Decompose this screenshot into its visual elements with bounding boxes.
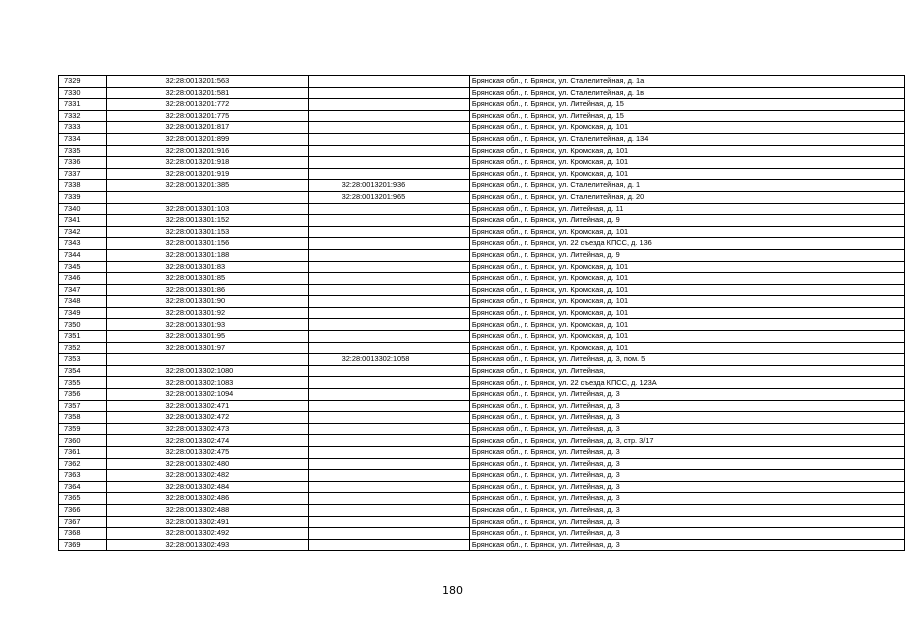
table-row: [59, 168, 905, 180]
row-number-cell: 7348: [59, 296, 107, 308]
address-cell: Брянская обл., г. Брянск, ул. Литейная, д. 3: [469, 504, 904, 516]
address-cell: Брянская обл., г. Брянск, ул. Кромская, д. 101: [469, 226, 904, 238]
related-cadastral-number-cell: [308, 389, 469, 401]
cadastral-number-cell: 32:28:0013302:473: [107, 423, 308, 435]
related-cadastral-number-cell: [308, 447, 469, 459]
related-cadastral-number-cell: [308, 273, 469, 285]
table-row: [59, 180, 905, 192]
cadastral-number-cell: 32:28:0013201:817: [107, 122, 308, 134]
address-cell: Брянская обл., г. Брянск, ул. Литейная, д. 3: [469, 412, 904, 424]
row-number-cell: 7365: [59, 493, 107, 505]
related-cadastral-number-cell: [308, 284, 469, 296]
related-cadastral-number-cell: [308, 203, 469, 215]
row-number-cell: 7356: [59, 389, 107, 401]
table-row: [59, 377, 905, 389]
table-row: [59, 493, 905, 505]
row-number-cell: 7343: [59, 238, 107, 250]
address-cell: Брянская обл., г. Брянск, ул. Литейная,: [469, 365, 904, 377]
cadastral-number-cell: 32:28:0013201:916: [107, 145, 308, 157]
row-number-cell: 7360: [59, 435, 107, 447]
related-cadastral-number-cell: [308, 168, 469, 180]
related-cadastral-number-cell: [308, 122, 469, 134]
cadastral-number-cell: [107, 191, 308, 203]
related-cadastral-number-cell: [308, 145, 469, 157]
address-cell: Брянская обл., г. Брянск, ул. Сталелитейная, д. 134: [469, 133, 904, 145]
cadastral-number-cell: 32:28:0013302:482: [107, 470, 308, 482]
table-row: [59, 122, 905, 134]
related-cadastral-number-cell: [308, 435, 469, 447]
address-cell: Брянская обл., г. Брянск, ул. Литейная, д. 3: [469, 493, 904, 505]
page-number: 180: [442, 584, 463, 597]
cadastral-number-cell: 32:28:0013301:152: [107, 215, 308, 227]
related-cadastral-number-cell: [308, 215, 469, 227]
row-number-cell: 7344: [59, 249, 107, 261]
row-number-cell: 7350: [59, 319, 107, 331]
related-cadastral-number-cell: 32:28:0013201:936: [308, 180, 469, 192]
row-number-cell: 7341: [59, 215, 107, 227]
address-cell: Брянская обл., г. Брянск, ул. Литейная, д. 3: [469, 539, 904, 551]
table-row: [59, 504, 905, 516]
row-number-cell: 7367: [59, 516, 107, 528]
cadastral-number-cell: 32:28:0013201:918: [107, 157, 308, 169]
related-cadastral-number-cell: [308, 539, 469, 551]
address-cell: Брянская обл., г. Брянск, ул. Кромская, д. 101: [469, 261, 904, 273]
row-number-cell: 7355: [59, 377, 107, 389]
cadastral-number-cell: 32:28:0013301:103: [107, 203, 308, 215]
related-cadastral-number-cell: [308, 528, 469, 540]
related-cadastral-number-cell: [308, 458, 469, 470]
address-cell: Брянская обл., г. Брянск, ул. Литейная, д. 15: [469, 110, 904, 122]
table-row: [59, 435, 905, 447]
related-cadastral-number-cell: [308, 319, 469, 331]
address-cell: Брянская обл., г. Брянск, ул. Литейная, д. 3: [469, 400, 904, 412]
row-number-cell: 7349: [59, 307, 107, 319]
table-row: [59, 354, 905, 366]
table-row: [59, 423, 905, 435]
table-row: [59, 296, 905, 308]
related-cadastral-number-cell: 32:28:0013201:965: [308, 191, 469, 203]
related-cadastral-number-cell: [308, 110, 469, 122]
table-row: [59, 226, 905, 238]
related-cadastral-number-cell: [308, 493, 469, 505]
table-row: [59, 76, 905, 88]
cadastral-number-cell: 32:28:0013301:153: [107, 226, 308, 238]
table-row: [59, 307, 905, 319]
cadastral-number-cell: 32:28:0013301:156: [107, 238, 308, 250]
related-cadastral-number-cell: [308, 261, 469, 273]
row-number-cell: 7359: [59, 423, 107, 435]
row-number-cell: 7347: [59, 284, 107, 296]
cadastral-number-cell: 32:28:0013302:1080: [107, 365, 308, 377]
cadastral-number-cell: 32:28:0013302:472: [107, 412, 308, 424]
table-row: [59, 133, 905, 145]
address-cell: Брянская обл., г. Брянск, ул. Литейная, д. 15: [469, 99, 904, 111]
table-row: [59, 528, 905, 540]
address-cell: Брянская обл., г. Брянск, ул. Литейная, д. 3, пом. 5: [469, 354, 904, 366]
table-row: [59, 400, 905, 412]
address-cell: Брянская обл., г. Брянск, ул. Литейная, д. 3: [469, 458, 904, 470]
related-cadastral-number-cell: 32:28:0013302:1058: [308, 354, 469, 366]
cadastral-number-cell: [107, 354, 308, 366]
cadastral-number-cell: 32:28:0013301:93: [107, 319, 308, 331]
address-cell: Брянская обл., г. Брянск, ул. Кромская, д. 101: [469, 331, 904, 343]
row-number-cell: 7332: [59, 110, 107, 122]
table-row: [59, 261, 905, 273]
cadastral-number-cell: 32:28:0013201:772: [107, 99, 308, 111]
related-cadastral-number-cell: [308, 504, 469, 516]
related-cadastral-number-cell: [308, 412, 469, 424]
table-row: [59, 389, 905, 401]
row-number-cell: 7338: [59, 180, 107, 192]
address-cell: Брянская обл., г. Брянск, ул. Сталелитейная, д. 20: [469, 191, 904, 203]
related-cadastral-number-cell: [308, 296, 469, 308]
address-cell: Брянская обл., г. Брянск, ул. Сталелитейная, д. 1: [469, 180, 904, 192]
cadastral-number-cell: 32:28:0013302:480: [107, 458, 308, 470]
address-cell: Брянская обл., г. Брянск, ул. Сталелитейная, д. 1а: [469, 76, 904, 88]
cadastral-number-cell: 32:28:0013301:83: [107, 261, 308, 273]
table-row: [59, 110, 905, 122]
cadastral-number-cell: 32:28:0013301:86: [107, 284, 308, 296]
row-number-cell: 7354: [59, 365, 107, 377]
related-cadastral-number-cell: [308, 423, 469, 435]
related-cadastral-number-cell: [308, 249, 469, 261]
table-row: [59, 99, 905, 111]
cadastral-number-cell: 32:28:0013301:95: [107, 331, 308, 343]
row-number-cell: 7353: [59, 354, 107, 366]
row-number-cell: 7337: [59, 168, 107, 180]
row-number-cell: 7336: [59, 157, 107, 169]
related-cadastral-number-cell: [308, 99, 469, 111]
address-cell: Брянская обл., г. Брянск, ул. Литейная, д. 9: [469, 215, 904, 227]
table-row: [59, 157, 905, 169]
table-row: [59, 481, 905, 493]
cadastral-number-cell: 32:28:0013302:493: [107, 539, 308, 551]
address-cell: Брянская обл., г. Брянск, ул. Литейная, д. 11: [469, 203, 904, 215]
property-table-body: [59, 76, 905, 551]
row-number-cell: 7369: [59, 539, 107, 551]
related-cadastral-number-cell: [308, 331, 469, 343]
table-row: [59, 215, 905, 227]
table-row: [59, 447, 905, 459]
address-cell: Брянская обл., г. Брянск, ул. Литейная, д. 9: [469, 249, 904, 261]
address-cell: Брянская обл., г. Брянск, ул. 22 съезда КПСС, д. 123А: [469, 377, 904, 389]
table-row: [59, 284, 905, 296]
row-number-cell: 7339: [59, 191, 107, 203]
related-cadastral-number-cell: [308, 226, 469, 238]
cadastral-number-cell: 32:28:0013201:775: [107, 110, 308, 122]
cadastral-number-cell: 32:28:0013301:90: [107, 296, 308, 308]
table-row: [59, 342, 905, 354]
cadastral-number-cell: 32:28:0013301:92: [107, 307, 308, 319]
cadastral-number-cell: 32:28:0013302:484: [107, 481, 308, 493]
related-cadastral-number-cell: [308, 238, 469, 250]
related-cadastral-number-cell: [308, 516, 469, 528]
address-cell: Брянская обл., г. Брянск, ул. Кромская, д. 101: [469, 157, 904, 169]
table-row: [59, 273, 905, 285]
address-cell: Брянская обл., г. Брянск, ул. Литейная, д. 3: [469, 516, 904, 528]
table-row: [59, 145, 905, 157]
address-cell: Брянская обл., г. Брянск, ул. Кромская, д. 101: [469, 342, 904, 354]
table-row: [59, 249, 905, 261]
cadastral-number-cell: 32:28:0013302:488: [107, 504, 308, 516]
address-cell: Брянская обл., г. Брянск, ул. Литейная, д. 3: [469, 481, 904, 493]
table-row: [59, 516, 905, 528]
row-number-cell: 7352: [59, 342, 107, 354]
address-cell: Брянская обл., г. Брянск, ул. Кромская, д. 101: [469, 273, 904, 285]
cadastral-number-cell: 32:28:0013302:475: [107, 447, 308, 459]
cadastral-number-cell: 32:28:0013301:85: [107, 273, 308, 285]
cadastral-number-cell: 32:28:0013201:919: [107, 168, 308, 180]
address-cell: Брянская обл., г. Брянск, ул. Литейная, д. 3, стр. 3/17: [469, 435, 904, 447]
cadastral-number-cell: 32:28:0013302:471: [107, 400, 308, 412]
cadastral-number-cell: 32:28:0013302:1094: [107, 389, 308, 401]
address-cell: Брянская обл., г. Брянск, ул. 22 съезда КПСС, д. 136: [469, 238, 904, 250]
related-cadastral-number-cell: [308, 157, 469, 169]
address-cell: Брянская обл., г. Брянск, ул. Литейная, д. 3: [469, 389, 904, 401]
row-number-cell: 7331: [59, 99, 107, 111]
related-cadastral-number-cell: [308, 377, 469, 389]
table-row: [59, 319, 905, 331]
address-cell: Брянская обл., г. Брянск, ул. Кромская, д. 101: [469, 122, 904, 134]
related-cadastral-number-cell: [308, 342, 469, 354]
row-number-cell: 7342: [59, 226, 107, 238]
row-number-cell: 7346: [59, 273, 107, 285]
related-cadastral-number-cell: [308, 87, 469, 99]
address-cell: Брянская обл., г. Брянск, ул. Кромская, д. 101: [469, 307, 904, 319]
cadastral-number-cell: 32:28:0013201:899: [107, 133, 308, 145]
row-number-cell: 7345: [59, 261, 107, 273]
row-number-cell: 7363: [59, 470, 107, 482]
cadastral-number-cell: 32:28:0013302:492: [107, 528, 308, 540]
row-number-cell: 7357: [59, 400, 107, 412]
cadastral-number-cell: 32:28:0013201:563: [107, 76, 308, 88]
table-row: [59, 203, 905, 215]
cadastral-number-cell: 32:28:0013201:581: [107, 87, 308, 99]
related-cadastral-number-cell: [308, 76, 469, 88]
table-row: [59, 191, 905, 203]
address-cell: Брянская обл., г. Брянск, ул. Литейная, д. 3: [469, 423, 904, 435]
address-cell: Брянская обл., г. Брянск, ул. Кромская, д. 101: [469, 284, 904, 296]
table-row: [59, 412, 905, 424]
table-row: [59, 458, 905, 470]
row-number-cell: 7351: [59, 331, 107, 343]
cadastral-number-cell: 32:28:0013302:491: [107, 516, 308, 528]
row-number-cell: 7333: [59, 122, 107, 134]
table-row: [59, 87, 905, 99]
cadastral-number-cell: 32:28:0013302:474: [107, 435, 308, 447]
related-cadastral-number-cell: [308, 365, 469, 377]
address-cell: Брянская обл., г. Брянск, ул. Литейная, д. 3: [469, 470, 904, 482]
cadastral-number-cell: 32:28:0013302:1083: [107, 377, 308, 389]
table-row: [59, 238, 905, 250]
related-cadastral-number-cell: [308, 481, 469, 493]
related-cadastral-number-cell: [308, 307, 469, 319]
row-number-cell: 7362: [59, 458, 107, 470]
address-cell: Брянская обл., г. Брянск, ул. Кромская, д. 101: [469, 319, 904, 331]
row-number-cell: 7329: [59, 76, 107, 88]
property-table: [58, 75, 905, 551]
cadastral-number-cell: 32:28:0013302:486: [107, 493, 308, 505]
row-number-cell: 7368: [59, 528, 107, 540]
address-cell: Брянская обл., г. Брянск, ул. Сталелитейная, д. 1в: [469, 87, 904, 99]
row-number-cell: 7340: [59, 203, 107, 215]
address-cell: Брянская обл., г. Брянск, ул. Кромская, д. 101: [469, 145, 904, 157]
address-cell: Брянская обл., г. Брянск, ул. Кромская, д. 101: [469, 296, 904, 308]
row-number-cell: 7366: [59, 504, 107, 516]
related-cadastral-number-cell: [308, 133, 469, 145]
related-cadastral-number-cell: [308, 470, 469, 482]
cadastral-number-cell: 32:28:0013301:188: [107, 249, 308, 261]
row-number-cell: 7361: [59, 447, 107, 459]
table-row: [59, 365, 905, 377]
cadastral-number-cell: 32:28:0013301:97: [107, 342, 308, 354]
row-number-cell: 7330: [59, 87, 107, 99]
row-number-cell: 7358: [59, 412, 107, 424]
table-row: [59, 331, 905, 343]
table-row: [59, 470, 905, 482]
row-number-cell: 7334: [59, 133, 107, 145]
row-number-cell: 7335: [59, 145, 107, 157]
row-number-cell: 7364: [59, 481, 107, 493]
address-cell: Брянская обл., г. Брянск, ул. Кромская, д. 101: [469, 168, 904, 180]
cadastral-number-cell: 32:28:0013201:385: [107, 180, 308, 192]
address-cell: Брянская обл., г. Брянск, ул. Литейная, д. 3: [469, 447, 904, 459]
table-row: [59, 539, 905, 551]
related-cadastral-number-cell: [308, 400, 469, 412]
address-cell: Брянская обл., г. Брянск, ул. Литейная, д. 3: [469, 528, 904, 540]
